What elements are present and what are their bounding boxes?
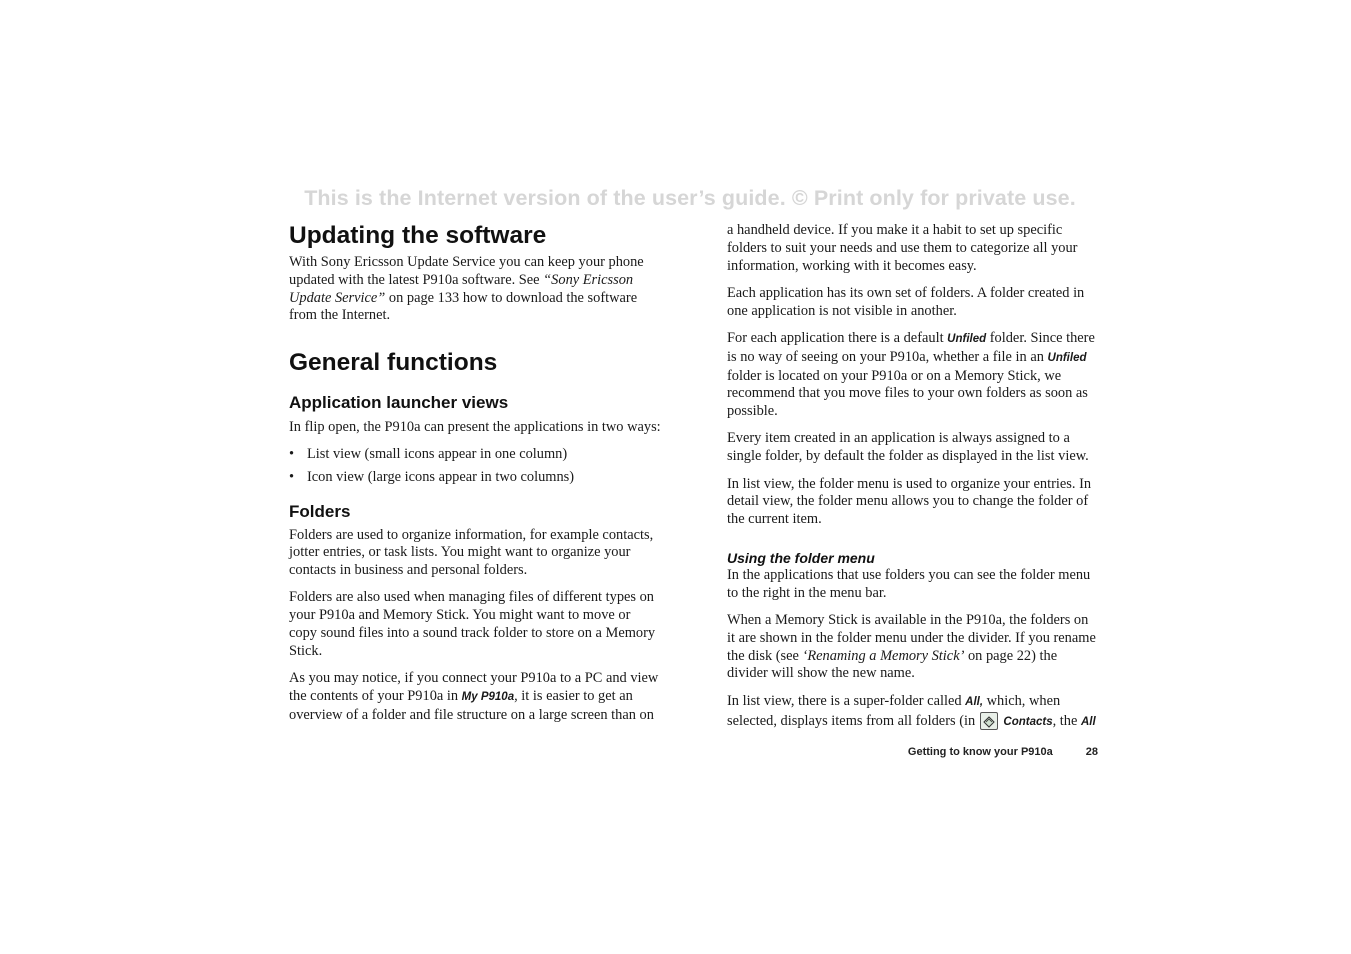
paragraph-memory-stick: When a Memory Stick is available in the P910a, the folders on it are shown in the folder menu under the divider. If you rename the disk (see ‘Renaming a Memory Stick’ on page 22) the divider will show the new name.: [727, 612, 1096, 682]
ui-term-my-p910a: My P910a: [461, 690, 515, 703]
paragraph-own-folders: Each application has its own set of folders. A folder created in one application is not visible in another.: [727, 284, 1085, 319]
paragraph-folders-organize: Folders are used to organize information, for example contacts, jotter entries, or task lists. You might want to organize your contacts in business and personal folders.: [289, 526, 654, 579]
paragraph-every-item: Every item created in an application is always assigned to a single folder, by default the folder as displayed in the list view.: [727, 430, 1089, 465]
footer-section-title: Getting to know your P910a: [907, 746, 1053, 758]
paragraph-super-folder: In list view, there is a super-folder called All, which, when selected, displays items from all folders (in Contacts, the All: [727, 692, 1096, 729]
paragraph-folder-menu: In the applications that use folders you can see the folder menu to the right in the menu bar.: [727, 566, 1091, 601]
watermark: This is the Internet version of the user’s guide. © Print only for private use.: [304, 186, 1076, 210]
heading-folders: Folders: [289, 501, 351, 521]
heading-using-folder-menu: Using the folder menu: [727, 549, 875, 566]
ui-term-all: All: [1080, 715, 1096, 728]
paragraph-update-service: With Sony Ericsson Update Service you can keep your phone updated with the latest P910a software. See “Sony Ericsson Update Service” on page 133 how to download the software from the Internet.: [289, 254, 644, 324]
left-column: [289, 222, 661, 734]
paragraph-list-view: In list view, the folder menu is used to organize your entries. In detail view, the folder menu allows you to change the folder of the current item.: [727, 475, 1092, 528]
bullet: •: [289, 446, 295, 463]
heading-updating-software: Updating the software: [289, 222, 547, 249]
page-number: 28: [1085, 746, 1098, 758]
heading-general-functions: General functions: [289, 349, 498, 377]
list-item: • List view (small icons appear in one column): [289, 446, 568, 463]
cross-reference[interactable]: ‘Renaming a Memory Stick’: [802, 647, 965, 664]
bullet: •: [289, 468, 295, 485]
right-column: [727, 222, 1099, 741]
paragraph-unfiled: For each application there is a default Unfiled folder. Since there is no way of seeing on your P910a, whether a file in an Unfiled folder is located on your P910a or on a Memory Stick, we recommend that you move files to your own folders as soon as possible.: [727, 329, 1095, 420]
ui-term-unfiled: Unfiled: [947, 332, 987, 345]
heading-launcher-views: Application launcher views: [289, 393, 509, 413]
ui-term-unfiled: Unfiled: [1047, 351, 1087, 364]
ui-term-contacts: Contacts: [1003, 715, 1053, 728]
paragraph-flip-open: In flip open, the P910a can present the applications in two ways:: [289, 419, 661, 436]
cross-reference[interactable]: “Sony Ericsson Update Service”: [289, 271, 634, 306]
paragraph-folders-files: Folders are also used when managing files of different types on your P910a and Memory Stick. You might want to move or copy sound files into a sound track folder to store on a Memory Stick.: [289, 589, 656, 659]
page-footer: [908, 746, 1098, 758]
list-item: • Icon view (large icons appear in two columns): [289, 468, 575, 485]
contacts-app-icon: [980, 712, 998, 730]
paragraph-pc-notice: As you may notice, if you connect your P910a to a PC and view the contents of your P910a in My P910a, it is easier to get an overview of a folder and file structure on a large screen than on: [289, 670, 659, 723]
paragraph-handheld-continued: a handheld device. If you make it a habit to set up specific folders to suit your needs and use them to categorize all your information, working with it becomes easy.: [727, 222, 1078, 274]
ui-term-all: All,: [965, 695, 984, 708]
bullet-list: [289, 446, 661, 486]
